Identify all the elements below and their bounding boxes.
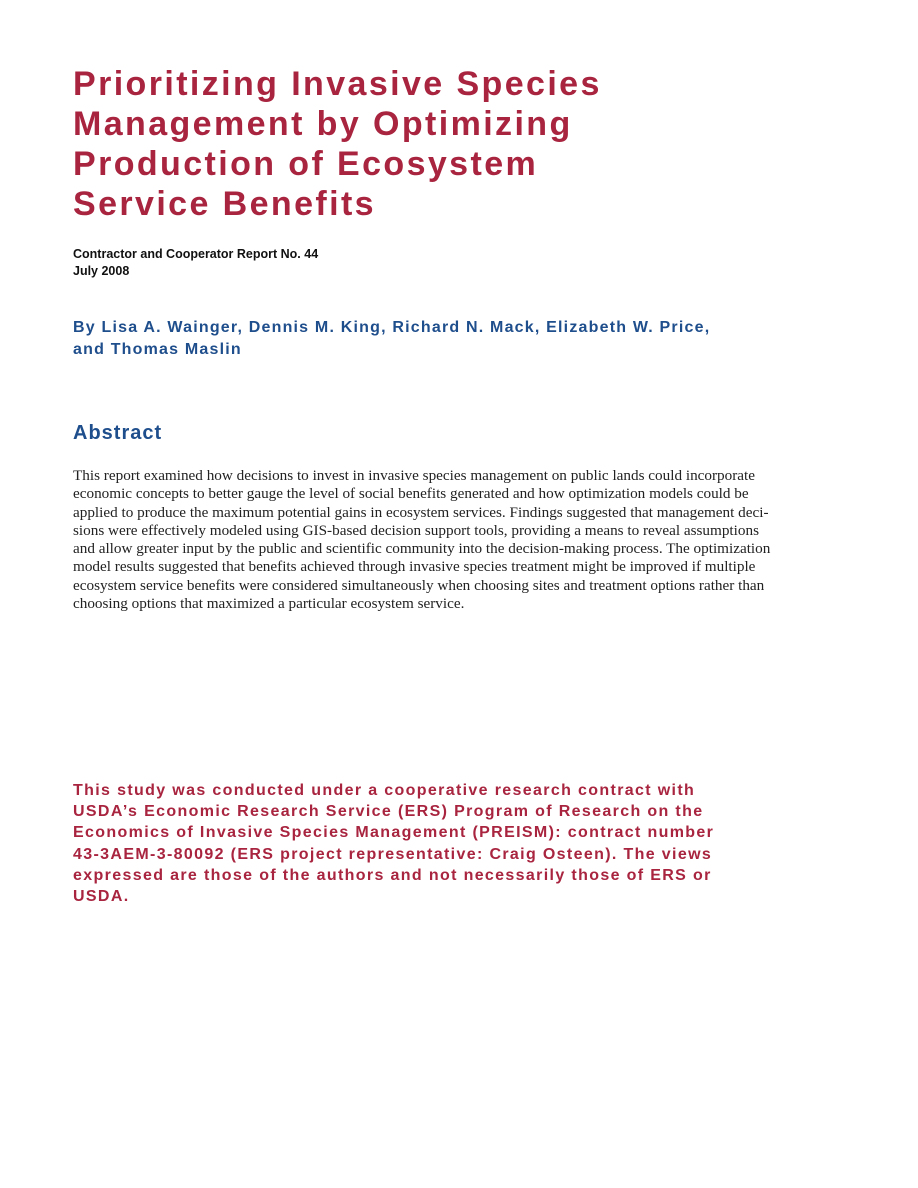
report-title [73,64,853,224]
abstract-line: This report examined how decisions to invest in invasive species management on public lands could incorporate [73,467,755,484]
disclaimer-line: Economics of Invasive Species Management (PREISM): contract number [73,824,715,842]
author-line: and Thomas Maslin [73,341,242,358]
author-list [73,317,873,361]
disclaimer-line: expressed are those of the authors and not necessarily those of ERS or [73,866,712,884]
abstract-heading: Abstract [73,422,163,444]
disclaimer [73,780,873,907]
abstract-line: applied to produce the maximum potential gains in ecosystem services. Findings suggested that management deci- [73,503,769,521]
abstract-body [73,467,853,613]
abstract-line: model results suggested that benefits achieved through invasive species treatment might be improved if multiple [73,558,756,576]
report-date: July 2008 [73,264,130,278]
author-line: By Lisa A. Wainger, Dennis M. King, Richard N. Mack, Elizabeth W. Price, [73,319,711,336]
abstract-line: sions were effectively modeled using GIS-based decision support tools, providing a means to reveal assumptions [73,521,759,539]
report-info [73,246,318,280]
disclaimer-line: USDA. [73,888,130,906]
title-line: Management by Optimizing [73,105,573,143]
title-line: Prioritizing Invasive Species [73,65,602,103]
report-number: Contractor and Cooperator Report No. 44 [73,247,319,261]
abstract-line: choosing options that maximized a particular ecosystem service. [73,595,465,613]
abstract-line: and allow greater input by the public and scientific community into the decision-making process. The optimization [73,540,771,558]
abstract-line: economic concepts to better gauge the level of social benefits generated and how optimization models could be [73,485,749,503]
disclaimer-line: 43-3AEM-3-80092 (ERS project representative: Craig Osteen). The views [73,845,713,863]
title-line: Production of Ecosystem [73,145,539,183]
title-line: Service Benefits [73,185,376,223]
disclaimer-line: USDA’s Economic Research Service (ERS) Program of Research on the [73,803,704,821]
abstract-line: ecosystem service benefits were considered simultaneously when choosing sites and treatment options rather than [73,576,765,594]
disclaimer-line: This study was conducted under a cooperative research contract with [73,782,696,799]
